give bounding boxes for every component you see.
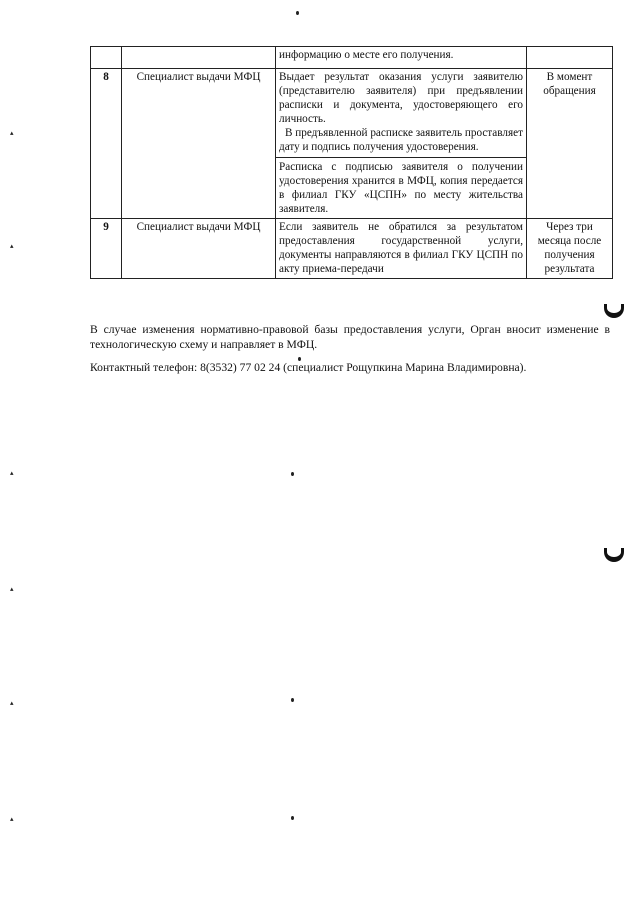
row-8-number: 8 <box>91 69 122 219</box>
row-9-executor: Специалист выдачи МФЦ <box>122 219 276 279</box>
contact-line: Контактный телефон: 8(3532) 77 02 24 (специалист Рощупкина Марина Владимировна). <box>90 361 527 374</box>
scan-mark: ▴ <box>10 815 14 823</box>
process-table <box>90 46 613 279</box>
table-row <box>91 69 613 219</box>
scan-dot <box>291 816 294 820</box>
scan-mark: ▴ <box>10 585 14 593</box>
row-8-executor: Специалист выдачи МФЦ <box>122 69 276 219</box>
scan-dot <box>298 357 301 361</box>
scan-dot <box>291 472 294 476</box>
row-8-action-p1: Выдает результат оказания услуги заявителю (представителю заявителя) при предъявлении расписки и документа, удостоверяющего его личность. <box>279 71 523 125</box>
scan-mark: ▴ <box>10 469 14 477</box>
row-9-time: Через три месяца после получения результата <box>527 219 613 279</box>
scan-mark: ▴ <box>10 242 14 250</box>
row-8-action <box>276 69 527 219</box>
table-row <box>91 47 613 69</box>
row-8-action-p2: В предъявленной расписке заявитель проставляет дату и подпись получения удостоверения. <box>279 127 523 153</box>
cell-action <box>276 47 527 69</box>
row-8-action-p3: Расписка с подписью заявителя о получении удостоверения хранится в МФЦ, копия передается в филиал ГКУ «ЦСПН» по месту жительства заявителя. <box>276 157 526 216</box>
row-8-time: В момент обращения <box>527 69 613 219</box>
cell-who <box>122 47 276 69</box>
scan-dot <box>291 698 294 702</box>
row-9-number: 9 <box>91 219 122 279</box>
row-9-action: Если заявитель не обратился за результатом предоставления государственной услуги, документы направляются в филиал ГКУ ЦСПН по акту приема-передачи <box>276 219 527 279</box>
scan-mark: ▴ <box>10 129 14 137</box>
row-prev-action: информацию о месте его получения. <box>279 49 454 61</box>
cell-num <box>91 47 122 69</box>
punch-hole-mark <box>604 548 624 562</box>
table-row <box>91 219 613 279</box>
scan-mark: ▴ <box>10 699 14 707</box>
scan-dot <box>296 11 299 15</box>
punch-hole-mark <box>604 304 624 318</box>
change-note: В случае изменения нормативно-правовой базы предоставления услуги, Орган вносит изменение в технологическую схему и направляет в МФЦ. <box>90 323 610 351</box>
cell-time <box>527 47 613 69</box>
